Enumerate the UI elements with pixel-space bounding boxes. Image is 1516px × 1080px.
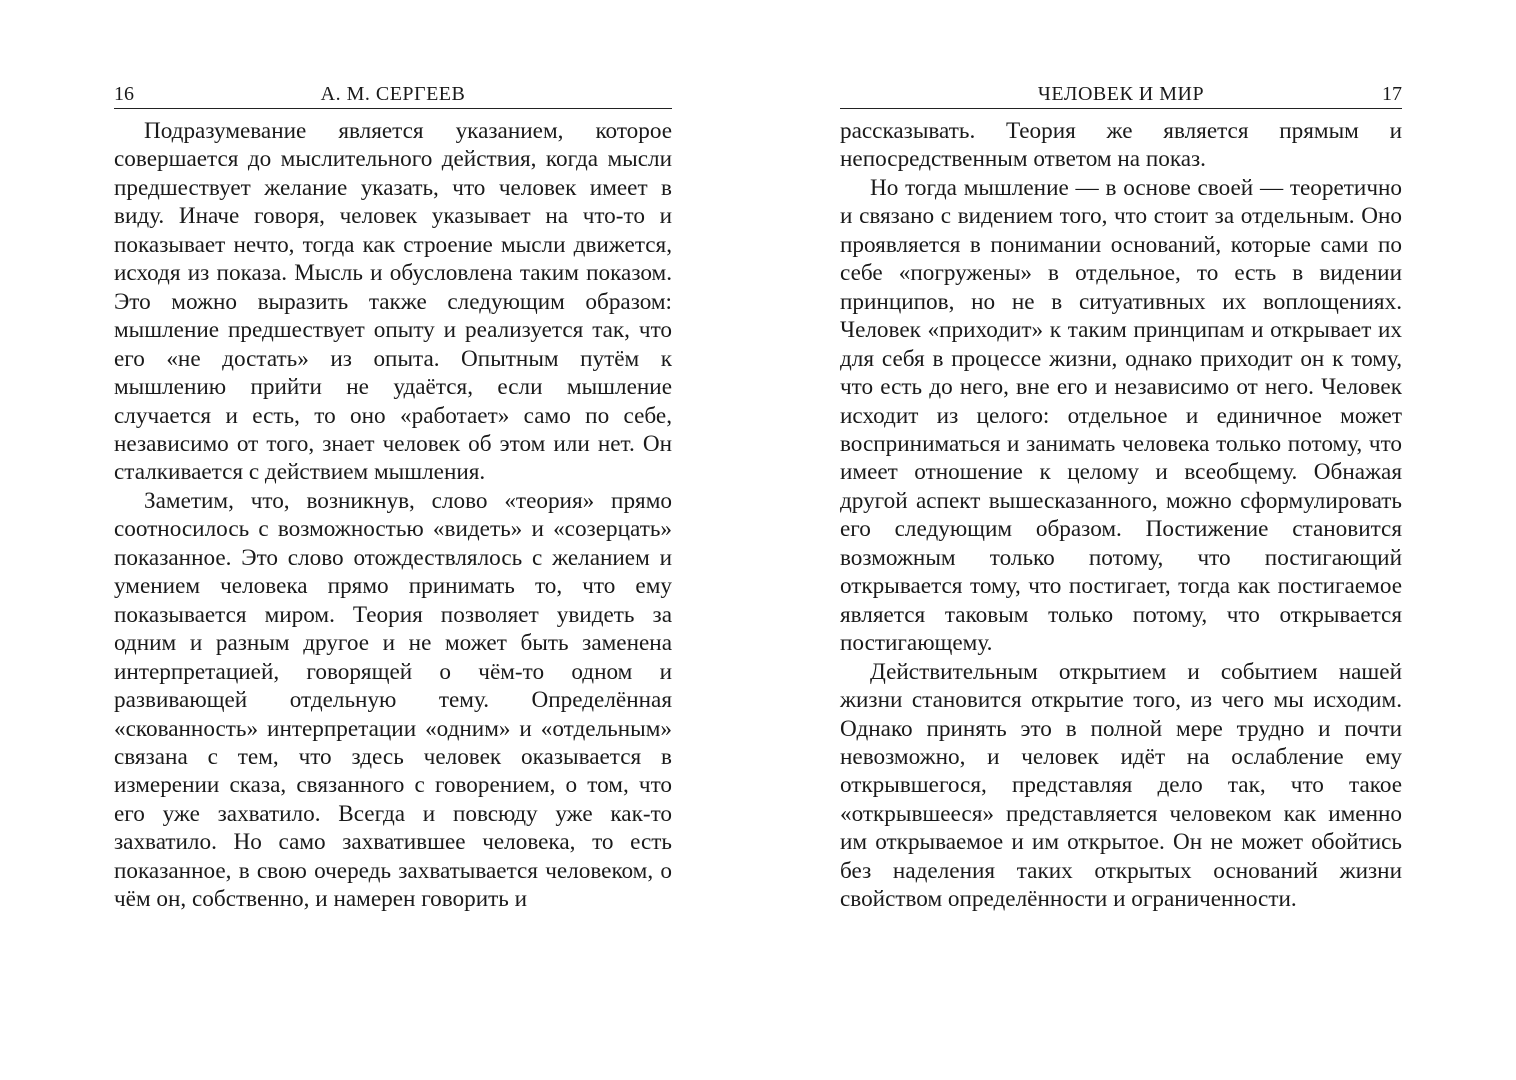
paragraph: Действительным открытием и событием нашей жизни становится открытие того, из чего мы исходим. Однако принять это в полной мере трудно и почти невозможно, и человек идёт на ослабление ему открывшегося, представляя дело так, что такое «открывшееся» представляется человеком как именно им открываемое и им открытое. Он не может обойтись без наделения таких открытых оснований жизни свойством определённости и ограниченности. — [840, 658, 1402, 913]
page-number: 17 — [1382, 83, 1402, 105]
running-head-author: А. М. СЕРГЕЕВ — [320, 83, 466, 105]
paragraph: Но тогда мышление — в основе своей — теоретично и связано с видением того, что стоит за отдельным. Оно проявляется в понимании оснований, которые сами по себе «погружены» в отдельное, то есть в видении принципов, но не в ситуативных их воплощениях. Человек «приходит» к таким принципам и открывает их для себя в процессе жизни, однако приходит он к тому, что есть до него, вне его и независимо от него. Человек исходит из целого: отдельное и единичное может восприниматься и занимать человека только потому, что имеет отношение к целому и всеобщему. Обнажая другой аспект вышесказанного, можно сформулировать его следующим образом. Постижение становится возможным только потому, что постигающий открывается тому, что постигает, тогда как постигаемое является таковым только потому, что открывается постигающему. — [840, 174, 1402, 657]
paragraph: Заметим, что, возникнув, слово «теория» прямо соотносилось с возможностью «видеть» и «созерцать» показанное. Это слово отождествлялось с желанием и умением человека прямо принимать то, что ему показывается миром. Теория позволяет увидеть за одним и разным другое и не может быть заменена интерпретацией, говорящей о чём-то одном и развивающей отдельную тему. Определённая «скованность» интерпретации «одним» и «отдельным» связана с тем, что здесь человек оказывается в измерении сказа, связанного с говорением, о том, что его уже захватило. Всегда и повсюду уже как-то захватило. Но само захватившее человека, то есть показанное, в свою очередь захватывается человеком, о чём он, собственно, и намерен говорить и — [114, 487, 672, 913]
paragraph: Подразумевание является указанием, которое совершается до мыслительного действия, когда мысли предшествует желание указать, что человек имеет в виду. Иначе говоря, человек указывает на что-то и показывает нечто, тогда как строение мысли движется, исходя из показа. Мысль и обусловлена таким показом. Это можно выразить также следующим образом: мышление предшествует опыту и реализуется так, что его «не достать» из опыта. Опытным путём к мышлению прийти не удаётся, если мышление случается и есть, то оно «работает» само по себе, независимо от того, знает человек об этом или нет. Он сталкивается с действием мышления. — [114, 118, 672, 486]
left-page-header — [114, 80, 672, 109]
right-page-body — [840, 117, 1402, 914]
left-page-body — [114, 117, 672, 914]
right-page — [758, 0, 1516, 1080]
right-page-header — [840, 80, 1402, 109]
continued-paragraph: рассказывать. Теория же является прямым и непосредственным ответом на показ. — [840, 118, 1402, 173]
page-number: 16 — [114, 83, 134, 105]
running-head-title: ЧЕЛОВЕК И МИР — [1037, 83, 1205, 105]
